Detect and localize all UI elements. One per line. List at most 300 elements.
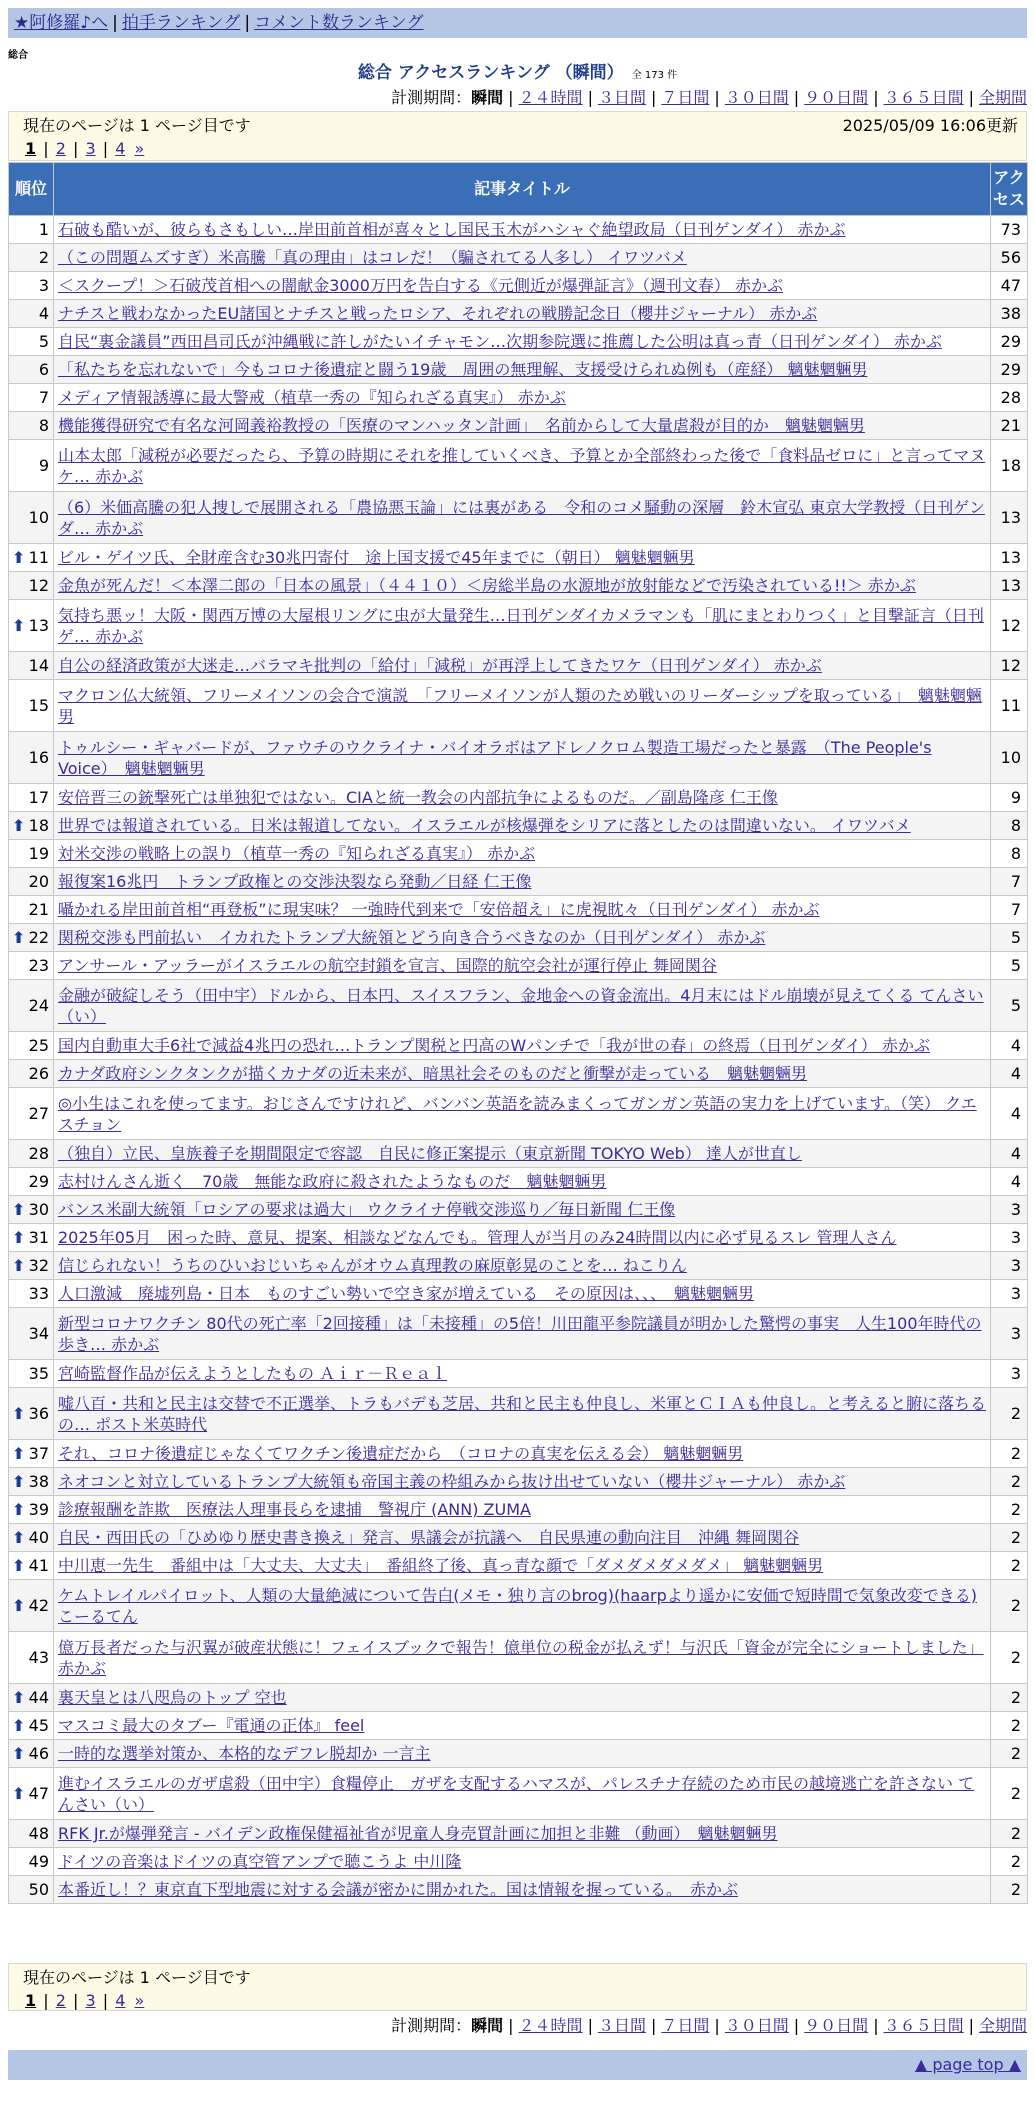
rank-cell	[9, 1820, 54, 1848]
access-count: 56	[991, 244, 1028, 272]
title-cell	[54, 1820, 991, 1848]
title-cell	[54, 1684, 991, 1712]
article-link[interactable]: ナチスと戦わなかったEU諸国とナチスと戦ったロシア、それぞれの戦勝記念日（櫻井ジャーナル） 赤かぶ	[58, 304, 818, 323]
title-cell	[54, 272, 991, 300]
access-count: 3	[991, 1280, 1028, 1308]
article-link[interactable]: 中川恵一先生 番組中は「大丈夫、大丈夫」 番組終了後、真っ青な顔で「ダメダメダメダメ」 魑魅魍魎男	[58, 1556, 824, 1575]
rank-cell	[9, 600, 54, 652]
article-link[interactable]: カナダ政府シンクタンクが描くカナダの近未来が、暗黒社会そのものだと衝撃が走っている 魑魅魍魎男	[58, 1064, 808, 1083]
title-cell	[54, 216, 991, 244]
rank-number: 24	[28, 996, 49, 1015]
title-cell	[54, 412, 991, 440]
title-cell	[54, 868, 991, 896]
title-cell	[54, 1440, 991, 1468]
period-separator: |	[873, 88, 879, 107]
rank-number: 32	[28, 1256, 49, 1275]
period-link-5[interactable]: ３６５日間	[883, 2016, 964, 2035]
title-cell	[54, 1252, 991, 1280]
pager-bottom	[8, 1963, 1027, 2011]
rank-cell	[9, 328, 54, 356]
rank-number: 13	[28, 616, 49, 635]
table-row	[9, 384, 1028, 412]
comment-ranking-link[interactable]: コメント数ランキング	[254, 13, 424, 33]
page-link-3[interactable]: 3	[85, 1991, 96, 2010]
title-cell	[54, 980, 991, 1032]
rank-number: 6	[38, 360, 49, 379]
access-count: 2	[991, 1496, 1028, 1524]
article-link[interactable]: 自民“裏金議員”西田昌司氏が沖縄戦に許しがたいイチャモン…次期参院選に推薦した公明は真っ青（日刊ゲンダイ） 赤かぶ	[58, 332, 942, 351]
rank-cell	[9, 868, 54, 896]
page-link-3[interactable]: 3	[85, 139, 96, 158]
rank-number: 22	[28, 928, 49, 947]
title-cell	[54, 1196, 991, 1224]
period-separator: |	[714, 88, 720, 107]
rank-up-arrow-icon: ⬆	[12, 928, 26, 947]
rank-number: 14	[28, 656, 49, 675]
access-count: 2	[991, 1876, 1028, 1904]
article-link[interactable]: ビル・ゲイツ氏、全財産含む30兆円寄付 途上国支援で45年までに（朝日） 魑魅魍魎男	[58, 548, 695, 567]
rank-cell	[9, 356, 54, 384]
period-link-1[interactable]: ３日間	[597, 2016, 646, 2035]
table-row	[9, 1360, 1028, 1388]
article-link[interactable]: 気持ち悪ッ！大阪・関西万博の大屋根リングに虫が大量発生…日刊ゲンダイカメラマンも「肌にまとわりつく」と目撃証言（日刊ゲ… 赤かぶ	[58, 605, 984, 646]
rank-cell	[9, 1580, 54, 1632]
page-links	[23, 137, 1012, 160]
table-row	[9, 784, 1028, 812]
access-count: 2	[991, 1768, 1028, 1820]
article-link[interactable]: メディア情報誘導に最大警戒（植草一秀の『知られざる真実』） 赤かぶ	[58, 388, 566, 407]
access-count: 3	[991, 1308, 1028, 1360]
rank-cell	[9, 492, 54, 544]
rank-cell	[9, 952, 54, 980]
access-count: 7	[991, 868, 1028, 896]
article-link[interactable]: 自公の経済政策が大迷走…バラマキ批判の「給付」「減税」が再浮上してきたワケ（日刊ゲンダイ） 赤かぶ	[58, 656, 822, 675]
rank-cell	[9, 1224, 54, 1252]
page-link-4[interactable]: 4	[115, 1991, 126, 2010]
article-link[interactable]: 山本太郎「減税が必要だったら、予算の時期にそれを推していくべき、予算とか全部終わった後で「食料品ゼロに」と言ってマヌケ… 赤かぶ	[58, 445, 986, 486]
access-count: 8	[991, 840, 1028, 868]
title-cell	[54, 1032, 991, 1060]
period-separator: |	[587, 88, 593, 107]
title-cell	[54, 1712, 991, 1740]
article-link[interactable]: 億万長者だった与沢翼が破産状態に！フェイスブックで報告！億単位の税金が払えず！与沢氏「資金が完全にショートしました」 赤かぶ	[58, 1637, 984, 1678]
period-link-2[interactable]: ７日間	[661, 88, 710, 107]
table-row	[9, 1252, 1028, 1280]
article-link[interactable]: （6）米価高騰の犯人捜しで展開される「農協悪玉論」には裏がある 令和のコメ騒動の深層 鈴木宣弘 東京大学教授（日刊ゲンダ… 赤かぶ	[58, 497, 985, 538]
title-cell	[54, 1140, 991, 1168]
rank-up-arrow-icon: ⬆	[12, 1256, 26, 1275]
period-link-6[interactable]: 全期間	[978, 88, 1027, 107]
next-page-link[interactable]: »	[134, 1991, 145, 2010]
rank-cell	[9, 1740, 54, 1768]
page-separator: |	[97, 1991, 114, 2010]
rank-cell	[9, 1032, 54, 1060]
rank-number: 5	[38, 332, 49, 351]
article-link[interactable]: バンス米副大統領「ロシアの要求は過大」 ウクライナ停戦交渉巡り／毎日新聞 仁王像	[58, 1200, 676, 1219]
rank-up-arrow-icon: ⬆	[12, 1444, 26, 1463]
access-count: 2	[991, 1740, 1028, 1768]
access-count: 13	[991, 492, 1028, 544]
table-row	[9, 1440, 1028, 1468]
rank-number: 33	[28, 1284, 49, 1303]
rank-up-arrow-icon: ⬆	[12, 548, 26, 567]
article-link[interactable]: 嘘八百・共和と民主は交替で不正選挙、トラもバデも芝居、共和と民主も仲良し、米軍とＣＩＡも仲良し。と考えると腑に落ちるの… ポスト米英時代	[58, 1393, 987, 1434]
page-status: 現在のページは 1 ページ目です	[23, 1968, 251, 1987]
rank-number: 39	[28, 1500, 49, 1519]
article-link[interactable]: 金融が破綻しそう（田中宇）ドルから、日本円、スイスフラン、金地金への資金流出。4月末にはドル崩壊が見えてくる てんさい（い）	[58, 985, 984, 1026]
rank-up-arrow-icon: ⬆	[12, 1596, 26, 1615]
article-link[interactable]: 自民・西田氏の「ひめゆり歴史書き換え」発言、県議会が抗議へ 自民県連の動向注目 沖縄 舞岡関谷	[58, 1528, 800, 1547]
table-row	[9, 952, 1028, 980]
period-separator: |	[968, 2016, 974, 2035]
period-separator: |	[587, 2016, 593, 2035]
article-link[interactable]: 本番近し！？東京直下型地震に対する会議が密かに開かれた。国は情報を握っている。 赤かぶ	[58, 1880, 739, 1899]
rank-number: 49	[28, 1852, 49, 1871]
title-cell	[54, 680, 991, 732]
period-link-0[interactable]: ２４時間	[518, 2016, 583, 2035]
rank-cell	[9, 1196, 54, 1224]
title-cell	[54, 1876, 991, 1904]
access-count: 13	[991, 544, 1028, 572]
period-separator: |	[968, 88, 974, 107]
table-row	[9, 1196, 1028, 1224]
page-status: 現在のページは 1 ページ目です	[23, 116, 251, 135]
access-count: 4	[991, 1032, 1028, 1060]
rank-number: 16	[28, 748, 49, 767]
rank-cell	[9, 784, 54, 812]
article-link[interactable]: 志村けんさん逝く 70歳 無能な政府に殺されたようなものだ 魑魅魍魎男	[58, 1172, 607, 1191]
article-link[interactable]: 人口激減 廃墟列島・日本 ものすごい勢いで空き家が増えている その原因は、、、 魑魅魍魎男	[58, 1284, 755, 1303]
article-link[interactable]: 機能獲得研究で有名な河岡義裕教授の「医療のマンハッタン計画」 名前からして大量虐殺が目的か 魑魅魍魎男	[58, 416, 865, 435]
table-row	[9, 1168, 1028, 1196]
header-rank: 順位	[9, 163, 54, 216]
title-cell	[54, 1552, 991, 1580]
nav-separator: |	[112, 13, 118, 33]
access-count: 11	[991, 680, 1028, 732]
total-count: 全 173 件	[631, 70, 678, 81]
article-link[interactable]: 裏天皇とは八咫烏のトップ 空也	[58, 1688, 287, 1707]
period-label: 計測期間：	[391, 2016, 472, 2035]
rank-number: 31	[28, 1228, 49, 1247]
rank-number: 48	[28, 1824, 49, 1843]
article-link[interactable]: 世界では報道されている。日米は報道してない。イスラエルが核爆弾をシリアに落としたのは間違いない。 イワツバメ	[58, 816, 911, 835]
article-link[interactable]: 囁かれる岸田前首相“再登板”に現実味？ 一強時代到来で「安倍超え」に虎視眈々（日刊ゲンダイ） 赤かぶ	[58, 900, 820, 919]
title-cell	[54, 1388, 991, 1440]
title-cell	[54, 1632, 991, 1684]
title-cell	[54, 784, 991, 812]
rank-cell	[9, 1252, 54, 1280]
table-row	[9, 544, 1028, 572]
article-link[interactable]: 関税交渉も門前払い イカれたトランプ大統領とどう向き合うべきなのか（日刊ゲンダイ） 赤かぶ	[58, 928, 766, 947]
article-link[interactable]: マクロン仏大統領、フリーメイソンの会合で演説 「フリーメイソンが人類のため戦いのリーダーシップを取っている」 魑魅魍魎男	[58, 685, 982, 726]
rank-cell	[9, 652, 54, 680]
rank-cell	[9, 1308, 54, 1360]
table-row	[9, 1388, 1028, 1440]
page-title-text: 総合 アクセスランキング （瞬間）	[357, 63, 624, 83]
table-row	[9, 300, 1028, 328]
article-link[interactable]: アンサール・アッラーがイスラエルの航空封鎖を宣言、国際的航空会社が運行停止 舞岡関谷	[58, 956, 717, 975]
updated-date: 2025/05/09 16:06更新	[842, 116, 1018, 135]
title-cell	[54, 356, 991, 384]
article-link[interactable]: 信じられない！うちのひいおじいちゃんがオウム真理教の麻原彰晃のことを… ねこりん	[58, 1256, 687, 1275]
title-cell	[54, 952, 991, 980]
table-row	[9, 980, 1028, 1032]
top-nav-bar	[8, 8, 1027, 38]
rank-number: 36	[28, 1404, 49, 1423]
page-separator: |	[38, 1991, 54, 2010]
header-access: アクセス	[991, 163, 1028, 216]
access-count: 2	[991, 1468, 1028, 1496]
access-count: 38	[991, 300, 1028, 328]
page-separator: |	[38, 139, 54, 158]
period-link-3[interactable]: ３０日間	[724, 2016, 789, 2035]
rank-up-arrow-icon: ⬆	[12, 1228, 26, 1247]
article-link[interactable]: トゥルシー・ギャバードが、ファウチのウクライナ・バイオラボはアドレノクロム製造工場だったと暴露 （The People's Voice） 魑魅魍魎男	[58, 737, 932, 778]
rank-cell	[9, 544, 54, 572]
period-link-0[interactable]: ２４時間	[518, 88, 583, 107]
period-separator: |	[508, 88, 514, 107]
article-link[interactable]: （この問題ムズすぎ）米高騰「真の理由」はコレだ！（騙されてる人多し） イワツバメ	[58, 248, 687, 267]
access-count: 4	[991, 1060, 1028, 1088]
rank-number: 9	[38, 456, 49, 475]
article-link[interactable]: 「私たちを忘れないで」今もコロナ後遺症と闘う19歳 周囲の無理解、支援受けられぬ例も（産経） 魑魅魍魎男	[58, 360, 868, 379]
access-count: 4	[991, 1140, 1028, 1168]
title-cell	[54, 812, 991, 840]
rank-number: 19	[28, 844, 49, 863]
access-count: 2	[991, 1820, 1028, 1848]
article-link[interactable]: （独自）立民、皇族養子を期間限定で容認 自民に修正案提示（東京新聞 TOKYO Web） 達人が世直し	[58, 1144, 802, 1163]
rank-number: 25	[28, 1036, 49, 1055]
period-separator: |	[793, 2016, 800, 2035]
table-row	[9, 1088, 1028, 1140]
period-current: 瞬間	[471, 88, 504, 107]
rank-number: 7	[38, 388, 49, 407]
article-link[interactable]: 報復案16兆円 トランプ政権との交渉決裂なら発動／日経 仁王像	[58, 872, 532, 891]
rank-number: 17	[28, 788, 49, 807]
table-row	[9, 216, 1028, 244]
article-link[interactable]: 金魚が死んだ！＜本澤二郎の「日本の風景」（４４１０）＜房総半島の水源地が放射能などで汚染されている!!＞ 赤かぶ	[58, 576, 916, 595]
rank-cell	[9, 1060, 54, 1088]
rank-cell	[9, 1280, 54, 1308]
article-link[interactable]: 一時的な選挙対策か、本格的なデフレ脱却か 一言主	[58, 1744, 431, 1763]
article-link[interactable]: 進むイスラエルのガザ虐殺（田中宇）食糧停止 ガザを支配するハマスが、パレスチナ存続のため市民の越境逃亡を許さない てんさい（い）	[58, 1773, 975, 1814]
title-cell	[54, 896, 991, 924]
rank-number: 10	[28, 508, 49, 527]
rank-cell	[9, 1684, 54, 1712]
table-row	[9, 244, 1028, 272]
title-cell	[54, 1524, 991, 1552]
article-link[interactable]: それ、コロナ後遺症じゃなくてワクチン後遺症だから （コロナの真実を伝える会） 魑魅魍魎男	[58, 1444, 744, 1463]
applause-ranking-link[interactable]: 拍手ランキング	[121, 13, 241, 33]
period-separator: |	[650, 2016, 657, 2035]
table-row	[9, 1684, 1028, 1712]
article-link[interactable]: ケムトレイルパイロット、人類の大量絶滅について告白(メモ・独り言のbrog)(haarpより遥かに安価で短時間で気象改変できる) こーるてん	[58, 1585, 977, 1626]
access-count: 2	[991, 1580, 1028, 1632]
rank-number: 21	[28, 900, 49, 919]
table-row	[9, 680, 1028, 732]
access-count: 4	[991, 1168, 1028, 1196]
page-current: 1	[25, 139, 37, 158]
period-selector-top	[391, 87, 1027, 109]
page-separator: |	[97, 139, 114, 158]
article-link[interactable]: 2025年05月 困った時、意見、提案、相談などなんでも。管理人が当月のみ24時間以内に必ず見るスレ 管理人さん	[58, 1228, 897, 1247]
page-separator: |	[67, 1991, 84, 2010]
rank-cell	[9, 1768, 54, 1820]
access-count: 73	[991, 216, 1028, 244]
home-link[interactable]: ★阿修羅♪へ	[14, 13, 109, 33]
table-row	[9, 440, 1028, 492]
rank-number: 20	[28, 872, 49, 891]
access-count: 2	[991, 1684, 1028, 1712]
table-row	[9, 1308, 1028, 1360]
table-row	[9, 1060, 1028, 1088]
title-cell	[54, 1496, 991, 1524]
period-link-1[interactable]: ３日間	[597, 88, 646, 107]
rank-number: 4	[38, 304, 49, 323]
rank-cell	[9, 1496, 54, 1524]
title-cell	[54, 600, 991, 652]
article-link[interactable]: ◎小生はこれを使ってます。おじさんですけれど、バンバン英語を読みまくってガンガン英語の実力を上げています。（笑） クエスチョン	[58, 1093, 977, 1134]
table-row	[9, 1740, 1028, 1768]
period-link-2[interactable]: ７日間	[661, 2016, 710, 2035]
article-link[interactable]: ドイツの音楽はドイツの真空管アンプで聴こうよ 中川隆	[58, 1852, 462, 1871]
access-count: 18	[991, 440, 1028, 492]
title-cell	[54, 652, 991, 680]
title-cell	[54, 1280, 991, 1308]
access-count: 2	[991, 1524, 1028, 1552]
title-cell	[54, 1468, 991, 1496]
rank-number: 41	[28, 1556, 49, 1575]
table-row	[9, 1580, 1028, 1632]
rank-number: 15	[28, 696, 49, 715]
rank-up-arrow-icon: ⬆	[12, 1500, 26, 1519]
rank-cell	[9, 1388, 54, 1440]
table-row	[9, 1768, 1028, 1820]
article-link[interactable]: ネオコンと対立しているトランプ大統領も帝国主義の枠組みから抜け出せていない（櫻井ジャーナル） 赤かぶ	[58, 1472, 846, 1491]
rank-cell	[9, 412, 54, 440]
rank-cell	[9, 244, 54, 272]
rank-number: 1	[38, 220, 49, 239]
article-link[interactable]: 石破も酷いが、彼らもさもしい…岸田前首相が喜々とし国民玉木がハシャぐ絶望政局（日刊ゲンダイ） 赤かぶ	[58, 220, 846, 239]
page-top-link[interactable]: ▲ page top ▲	[914, 2055, 1021, 2074]
rank-number: 12	[28, 576, 49, 595]
section-label: 総合	[8, 50, 28, 61]
title-cell	[54, 732, 991, 784]
rank-cell	[9, 300, 54, 328]
table-row	[9, 492, 1028, 544]
rank-cell	[9, 1440, 54, 1468]
period-separator: |	[650, 88, 657, 107]
rank-number: 3	[38, 276, 49, 295]
access-count: 3	[991, 1196, 1028, 1224]
access-count: 29	[991, 328, 1028, 356]
title-cell	[54, 300, 991, 328]
access-count: 21	[991, 412, 1028, 440]
rank-number: 18	[28, 816, 49, 835]
rank-cell	[9, 840, 54, 868]
table-row	[9, 1032, 1028, 1060]
title-cell	[54, 492, 991, 544]
rank-number: 26	[28, 1064, 49, 1083]
title-cell	[54, 1308, 991, 1360]
article-link[interactable]: ＜スクープ！＞石破茂首相への闇献金3000万円を告白する《元側近が爆弾証言》（週刊文春） 赤かぶ	[58, 276, 784, 295]
period-link-4[interactable]: ９０日間	[804, 88, 869, 107]
period-link-3[interactable]: ３０日間	[724, 88, 789, 107]
table-row	[9, 1552, 1028, 1580]
period-current: 瞬間	[471, 2016, 504, 2035]
title-cell	[54, 1088, 991, 1140]
page-link-4[interactable]: 4	[115, 139, 126, 158]
table-row	[9, 1712, 1028, 1740]
title-cell	[54, 1768, 991, 1820]
page-separator: |	[67, 139, 84, 158]
ranking-table	[8, 162, 1028, 1904]
article-link[interactable]: RFK Jr.が爆弾発言 - バイデン政権保健福祉省が児童人身売買計画に加担と非難 （動画） 魑魅魍魎男	[58, 1824, 778, 1843]
period-separator: |	[508, 2016, 514, 2035]
article-link[interactable]: 宮崎監督作品が伝えようとしたもの Ａｉｒ－Ｒｅａｌ	[58, 1364, 448, 1383]
access-count: 3	[991, 1224, 1028, 1252]
pager-top	[8, 111, 1027, 161]
rank-number: 8	[38, 416, 49, 435]
page-link-2[interactable]: 2	[55, 139, 66, 158]
access-count: 5	[991, 924, 1028, 952]
table-row	[9, 896, 1028, 924]
table-row	[9, 924, 1028, 952]
access-count: 4	[991, 1088, 1028, 1140]
article-link[interactable]: 新型コロナワクチン 80代の死亡率「2回接種」は「未接種」の5倍！川田龍平参院議員が明かした驚愕の事実 人生100年時代の歩き… 赤かぶ	[58, 1313, 982, 1354]
article-link[interactable]: 安倍晋三の銃撃死亡は単独犯ではない。CIAと統一教会の内部抗争によるものだ。／副島隆彦 仁王像	[58, 788, 778, 807]
rank-cell	[9, 272, 54, 300]
access-count: 2	[991, 1552, 1028, 1580]
table-row	[9, 1496, 1028, 1524]
article-link[interactable]: 診療報酬を詐欺 医療法人理事長らを逮捕 警視庁 (ANN) ZUMA	[58, 1500, 531, 1519]
page-link-2[interactable]: 2	[55, 1991, 66, 2010]
period-link-5[interactable]: ３６５日間	[883, 88, 964, 107]
rank-number: 50	[28, 1880, 49, 1899]
title-cell	[54, 1168, 991, 1196]
ranking-body	[9, 216, 1028, 1904]
rank-number: 27	[28, 1104, 49, 1123]
rank-cell	[9, 924, 54, 952]
article-link[interactable]: マスコミ最大のタブー『電通の正体』 feel	[58, 1716, 365, 1735]
access-count: 3	[991, 1360, 1028, 1388]
rank-number: 11	[28, 548, 49, 567]
rank-cell	[9, 732, 54, 784]
access-count: 5	[991, 980, 1028, 1032]
access-count: 29	[991, 356, 1028, 384]
period-separator: |	[873, 2016, 879, 2035]
period-link-4[interactable]: ９０日間	[804, 2016, 869, 2035]
article-link[interactable]: 国内自動車大手6社で減益4兆円の恐れ…トランプ関税と円高のWパンチで「我が世の春」の終焉（日刊ゲンダイ） 赤かぶ	[58, 1036, 930, 1055]
page-current: 1	[25, 1991, 37, 2010]
access-count: 10	[991, 732, 1028, 784]
table-row	[9, 412, 1028, 440]
rank-up-arrow-icon: ⬆	[12, 1472, 26, 1491]
access-count: 8	[991, 812, 1028, 840]
rank-number: 34	[28, 1324, 49, 1343]
title-cell	[54, 924, 991, 952]
table-row	[9, 356, 1028, 384]
rank-number: 23	[28, 956, 49, 975]
period-link-6[interactable]: 全期間	[978, 2016, 1027, 2035]
access-count: 2	[991, 1848, 1028, 1876]
access-count: 13	[991, 572, 1028, 600]
page-title	[0, 62, 1035, 87]
next-page-link[interactable]: »	[134, 139, 145, 158]
table-row	[9, 1468, 1028, 1496]
table-row	[9, 812, 1028, 840]
article-link[interactable]: 対米交渉の戦略上の誤り（植草一秀の『知られざる真実』） 赤かぶ	[58, 844, 536, 863]
